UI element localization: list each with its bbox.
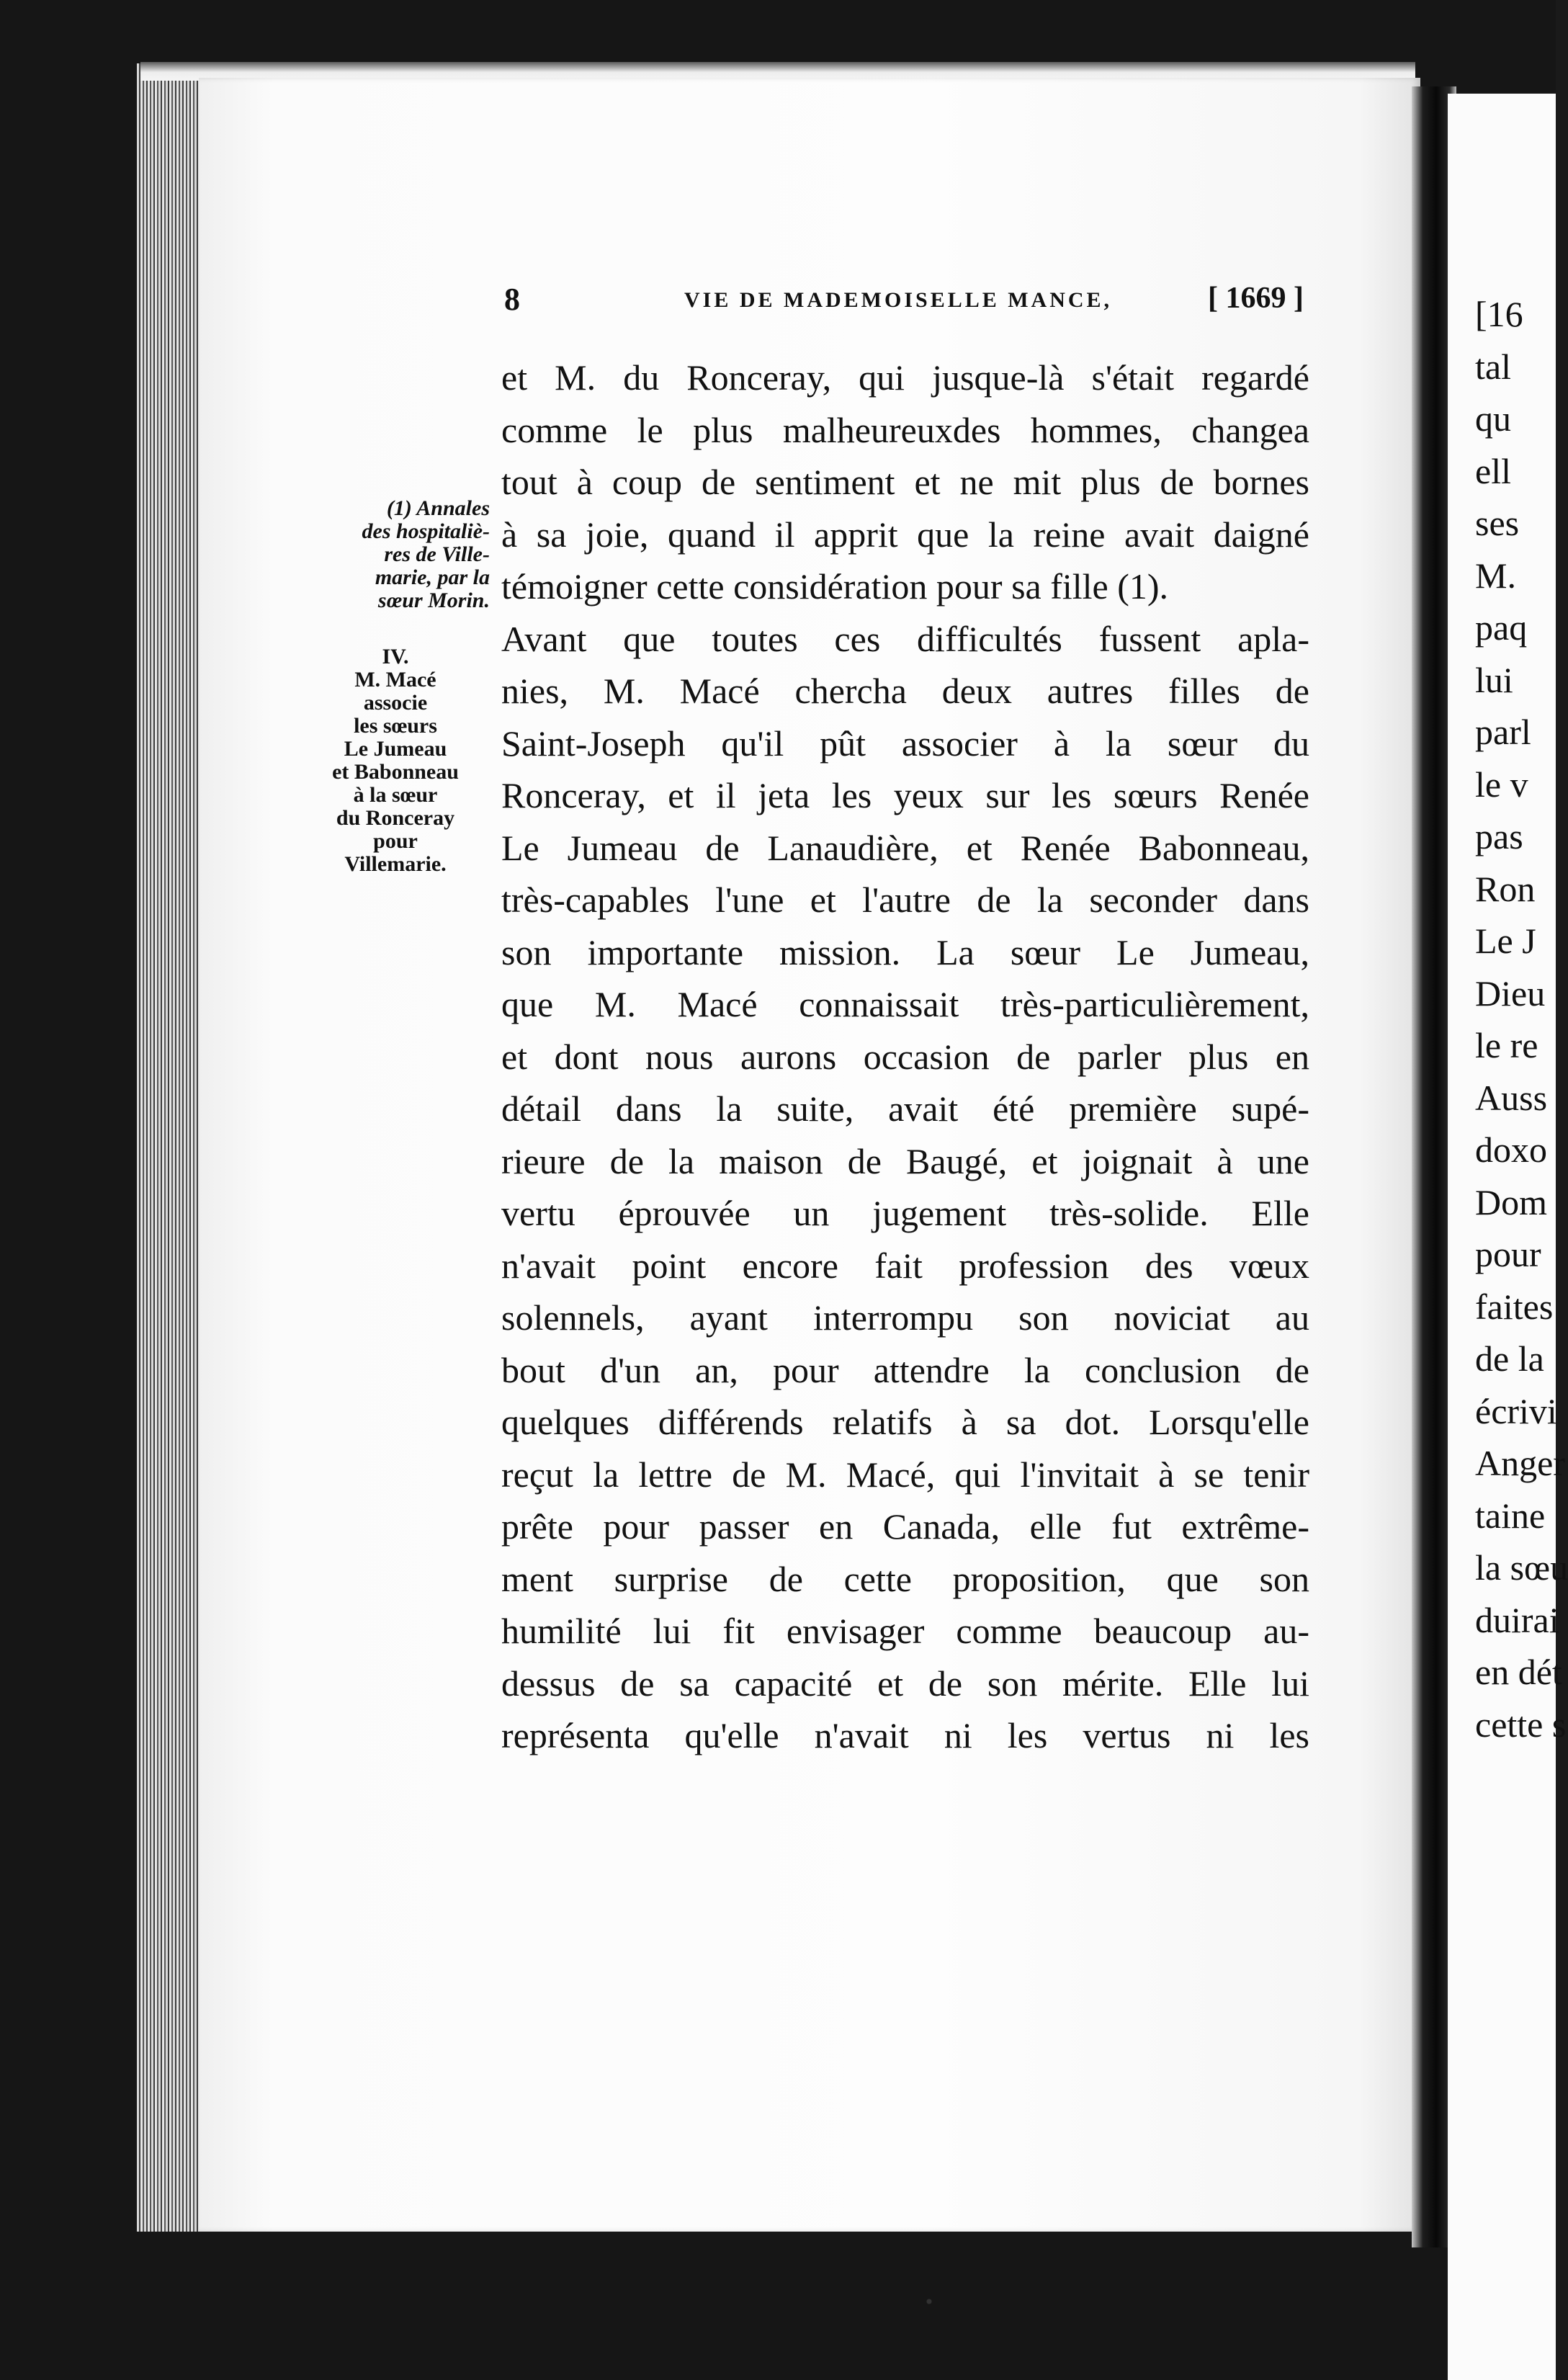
facing-line: le v <box>1475 764 1528 805</box>
body-line: Avant que toutes ces difficultés fussent apla- <box>501 618 1309 659</box>
footnote-line: marie, par la <box>375 565 490 589</box>
facing-line: lui <box>1475 659 1513 700</box>
body-line: n'avait point encore fait profession des vœux <box>501 1245 1309 1286</box>
body-line: tout à coup de sentiment et ne mit plus de bornes <box>501 462 1309 502</box>
body-line: très-capables l'une et l'autre de la seconder dans <box>501 880 1309 920</box>
running-title: VIE DE MADEMOISELLE MANCE, <box>684 288 1113 312</box>
facing-line: le re <box>1475 1025 1538 1065</box>
body-line: détail dans la suite, avait été première supé- <box>501 1088 1309 1129</box>
body-line: rieure de la maison de Baugé, et joignait à une <box>501 1140 1309 1181</box>
running-head <box>504 281 1304 324</box>
body-line: vertu éprouvée un jugement très-solide. Elle <box>501 1193 1309 1233</box>
body-text <box>501 352 1309 1762</box>
facing-line: Auss <box>1475 1077 1548 1118</box>
side-note-line: à la sœur <box>353 783 438 807</box>
body-line: et dont nous aurons occasion de parler plus en <box>501 1036 1309 1077</box>
facing-line: la sœu <box>1475 1547 1568 1588</box>
body-line: ment surprise de cette proposition, que son <box>501 1558 1309 1599</box>
facing-line: Anger <box>1475 1443 1565 1483</box>
facing-line: Dom <box>1475 1181 1547 1222</box>
side-note-line: Le Jumeau <box>344 737 447 761</box>
facing-line: duirai <box>1475 1599 1559 1640</box>
footnote-line: sœur Morin. <box>377 589 490 612</box>
facing-line: tal <box>1475 346 1511 387</box>
body-line: comme le plus malheureuxdes hommes, changea <box>501 409 1309 450</box>
side-note-line: du Ronceray <box>336 806 455 830</box>
body-line: représenta qu'elle n'avait ni les vertus ni les <box>501 1715 1309 1755</box>
facing-line: qu <box>1475 398 1511 439</box>
side-note-line: et Babonneau <box>332 760 459 784</box>
facing-line: cette s <box>1475 1704 1567 1745</box>
side-note <box>301 645 490 876</box>
facing-line: faites <box>1475 1286 1554 1327</box>
body-line: témoigner cette considération pour sa fille (1). <box>501 566 1169 607</box>
facing-line: doxo <box>1475 1129 1547 1170</box>
facing-line: écrivi <box>1475 1390 1557 1431</box>
facing-line: taine <box>1475 1495 1546 1536</box>
body-line: nies, M. Macé chercha deux autres filles de <box>501 671 1309 711</box>
facing-line: pour <box>1475 1234 1541 1274</box>
side-note-line: M. Macé <box>354 668 436 692</box>
body-line: quelques différends relatifs à sa dot. Lorsqu'elle <box>501 1402 1309 1442</box>
side-note-line: les sœurs <box>354 714 437 738</box>
facing-page-text <box>1475 288 1568 1750</box>
body-line: Le Jumeau de Lanaudière, et Renée Babonneau, <box>501 827 1309 868</box>
footnote-line: res de Ville- <box>384 542 490 566</box>
side-note-line: Villemarie. <box>344 852 447 876</box>
body-line: à sa joie, quand il apprit que la reine avait daigné <box>501 514 1309 555</box>
body-line: que M. Macé connaissait très-particulièrement, <box>501 984 1309 1024</box>
body-line: dessus de sa capacité et de son mérite. Elle lui <box>501 1663 1309 1704</box>
page-number: 8 <box>504 282 520 317</box>
body-line: son importante mission. La sœur Le Jumeau, <box>501 931 1309 972</box>
body-line: prête pour passer en Canada, elle fut extrême- <box>501 1506 1309 1547</box>
book-page-edges <box>137 63 202 2232</box>
facing-line: paq <box>1475 607 1528 648</box>
margin-notes <box>301 497 490 876</box>
footnote-line: des hospitaliè- <box>362 519 490 543</box>
facing-line: de la <box>1475 1338 1544 1379</box>
body-line: et M. du Ronceray, qui jusque-là s'était regardé <box>501 357 1309 398</box>
facing-line: [16 <box>1475 294 1523 334</box>
facing-line: pas <box>1475 816 1523 856</box>
facing-line: ses <box>1475 503 1520 543</box>
body-line: Saint-Joseph qu'il pût associer à la sœur du <box>501 722 1309 764</box>
facing-line: Ron <box>1475 868 1536 909</box>
facing-line: M. <box>1475 555 1516 596</box>
facing-line: Dieu <box>1475 972 1546 1014</box>
facing-line: Le J <box>1475 921 1536 961</box>
body-line: humilité lui fit envisager comme beaucoup au- <box>501 1611 1309 1651</box>
facing-line: ell <box>1475 450 1511 491</box>
side-note-line: associe <box>363 691 428 715</box>
facing-line: parl <box>1475 712 1531 752</box>
footnote-line: (1) Annales <box>386 496 490 520</box>
running-year: [ 1669 ] <box>1208 282 1304 315</box>
footnote <box>301 497 490 612</box>
body-line: bout d'un an, pour attendre la conclusion de <box>501 1349 1309 1390</box>
body-line: solennels, ayant interrompu son noviciat au <box>501 1297 1309 1338</box>
side-note-line: IV. <box>382 645 409 668</box>
side-note-line: pour <box>373 829 418 853</box>
body-line: reçut la lettre de M. Macé, qui l'invitait à se tenir <box>501 1454 1309 1495</box>
body-line: Ronceray, et il jeta les yeux sur les sœurs Renée <box>501 775 1309 815</box>
facing-line: en dét <box>1475 1652 1562 1692</box>
